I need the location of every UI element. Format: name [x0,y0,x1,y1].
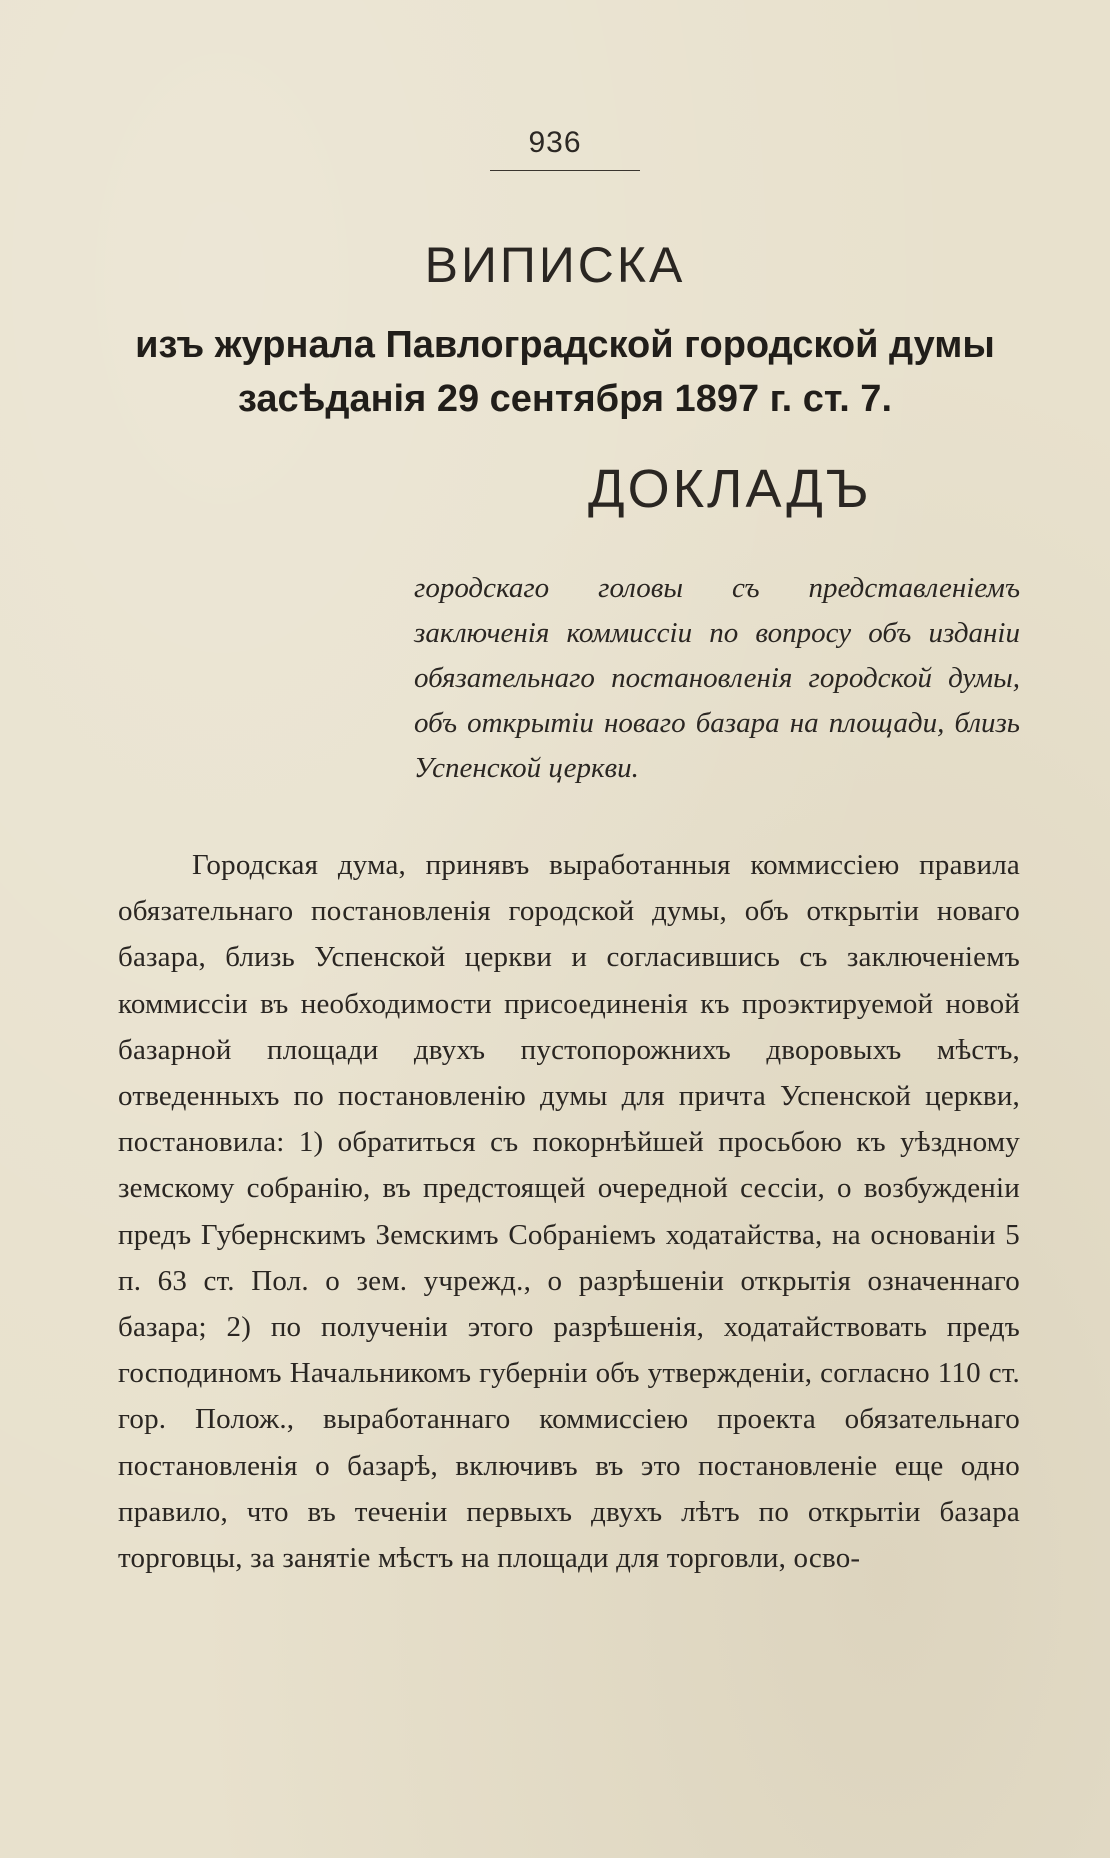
report-heading: ДОКЛАДЪ [588,459,872,519]
body-paragraph: Городская дума, принявъ выработанныя коммиссіею правила обязательнаго постановленія городской думы, объ открытіи новаго базара, близь Успенской церкви и согласившись съ заключеніемъ коммиссіи въ необходимости присоединенія къ проэктируемой новой базарной площади двухъ пустопорожнихъ дворовыхъ мѣстъ, отведенныхъ по постановленію думы для причта Успенской церкви, постановила: 1) обратиться съ покорнѣйшей просьбою къ уѣздному земскому собранію, въ предстоящей очередной сессіи, о возбужденіи предъ Губернскимъ Земскимъ Собраніемъ ходатайства, на основаніи 5 п. 63 ст. Пол. о зем. учрежд., о разрѣшеніи открытія означеннаго базара; 2) по полученіи этого разрѣшенія, ходатайствовать предъ господиномъ Начальникомъ губерніи объ утвержденіи, согласно 110 ст. гор. Полож., выработаннаго коммиссіею проекта обязательнаго постановленія о базарѣ, включивъ въ это постановленіе еще одно правило, что въ теченіи первыхъ двухъ лѣтъ по открытіи базара торговцы, за занятіе мѣстъ на площади для торговли, осво- [118,849,1020,1575]
page-number: 936 [528,126,582,159]
document-title: ВИПИСКА [424,237,686,293]
document-subtitle: изъ журнала Павлоградской городской думы засѣданія 29 сентября 1897 г. ст. 7. [135,324,995,420]
report-abstract: городскаго головы съ представленіемъ заключенія коммиссіи по вопросу объ изданіи обязательнаго постановленія городской думы, объ открытіи новаго базара на площади, близь Успенской церкви. [414,572,1020,784]
page-number-rule [490,170,640,171]
